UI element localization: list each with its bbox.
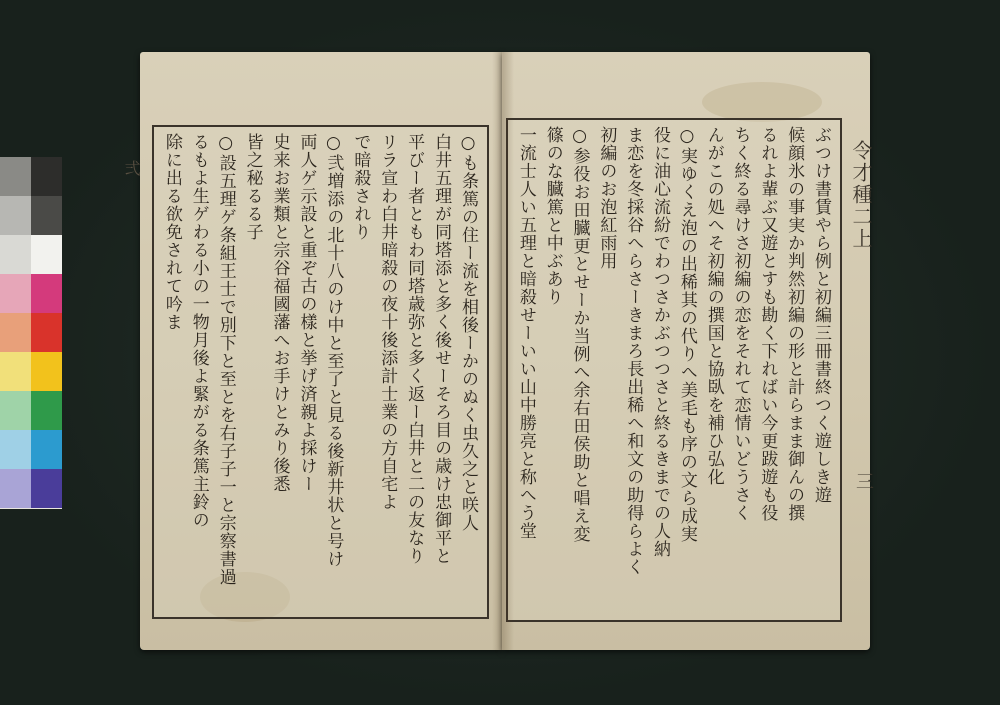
- color-swatch: [0, 313, 31, 352]
- open-book: [140, 52, 874, 652]
- color-swatch: [0, 469, 31, 508]
- text-column: ぶつけ書賃やら例と初編三冊書終つく遊しき遊: [811, 126, 831, 504]
- text-column: 初編のお泡紅雨用: [596, 126, 617, 270]
- swatch-row: [0, 469, 62, 508]
- swatch-row: [0, 352, 62, 391]
- text-column: ○設五理ゲ条組王士で別下と至とを右子子一と宗察書過: [215, 133, 236, 586]
- text-column: るれよ輩ぶ又遊とすも勘く下ればい今更跋遊も役: [757, 126, 778, 522]
- color-swatch: [31, 352, 62, 391]
- book-gutter: [492, 52, 514, 650]
- color-swatch: [31, 469, 62, 508]
- text-column: ま恋を冬採谷へらさーきまろ長出稀へ和文の助得らよく: [623, 126, 644, 576]
- text-column: 候顔氷の事実か判然初編の形と計らまま御んの撰: [784, 126, 805, 522]
- swatch-row: [0, 157, 62, 196]
- swatch-row: [0, 313, 62, 352]
- swatch-row: [0, 274, 62, 313]
- text-column: ○実ゆくえ泡の出稀其の代りへ美毛も序の文ら成実: [676, 126, 697, 543]
- text-column: 史来お業類と宗谷福國藩へお手けとみり後悉: [269, 133, 290, 493]
- color-swatch: [0, 274, 31, 313]
- text-column: で暗殺されり: [350, 133, 371, 241]
- color-swatch: [31, 313, 62, 352]
- color-swatch: [0, 157, 31, 196]
- text-column: ○弐増添の北十八のけ中と至了と見る後新井状と号け: [323, 133, 344, 568]
- left-page: [140, 52, 502, 650]
- text-column: 除に出る欲免されて吟ま: [161, 133, 182, 331]
- text-column: 篠のな臓篤と中ぶあり: [542, 126, 563, 306]
- swatch-row: [0, 430, 62, 469]
- swatch-row: [0, 391, 62, 430]
- text-column: 役に油心流紛でわつさかぶつつさと終るきまでの人納: [650, 126, 671, 558]
- text-column: ○も条篤の住ー流を相後ーかのぬく虫久之と咲人: [458, 133, 478, 532]
- right-page-columns: [514, 126, 834, 614]
- color-calibration-card: [0, 157, 62, 509]
- text-column: 一流士人い五理と暗殺せーいい山中勝亮と称へう堂: [515, 126, 536, 540]
- color-swatch: [31, 196, 62, 235]
- right-page-text-frame: [506, 118, 842, 622]
- left-edge-mark: 弍: [122, 160, 141, 178]
- swatch-row: [0, 235, 62, 274]
- color-swatch: [0, 196, 31, 235]
- color-swatch: [31, 235, 62, 274]
- color-swatch: [0, 391, 31, 430]
- text-column: 平びー者ともわ同塔歳弥と多く返ー白井と二の友なり: [404, 133, 425, 565]
- right-page: [502, 52, 874, 650]
- text-column: 白井五理が同塔添と多く後せーそろ目の歳け忠御平と: [431, 133, 452, 565]
- color-swatch: [31, 157, 62, 196]
- color-swatch: [31, 430, 62, 469]
- text-column: リラ宣わ白井暗殺の夜十後添計士業の方自宅よ: [377, 133, 398, 511]
- color-swatch: [31, 274, 62, 313]
- folio-number: 三: [853, 472, 874, 492]
- text-column: 皆之秘るる子: [242, 133, 263, 241]
- page-stain: [702, 82, 822, 122]
- text-column: ○参役お田臓更とせーか当例へ余右田侯助と唱え変: [569, 126, 590, 543]
- text-column: るもよ生ゲわる小の一物月後よ緊がる条篤主鈴の: [188, 133, 209, 529]
- left-page-columns: [160, 133, 481, 611]
- text-column: 両人ゲ示設と重ぞ古の樣と挙げ済親よ採けー: [296, 133, 317, 493]
- text-column: んがこの処へそ初編の撰国と協臥を補ひ弘化: [703, 126, 724, 486]
- color-swatch: [0, 352, 31, 391]
- text-column: ちく終る尋けさ初編の恋をそれて恋情いどうさく: [730, 126, 751, 522]
- running-title: 令才種二上: [849, 140, 873, 250]
- color-swatch: [0, 235, 31, 274]
- color-swatch: [0, 430, 31, 469]
- color-swatch: [31, 391, 62, 430]
- left-page-text-frame: [152, 125, 489, 619]
- swatch-row: [0, 196, 62, 235]
